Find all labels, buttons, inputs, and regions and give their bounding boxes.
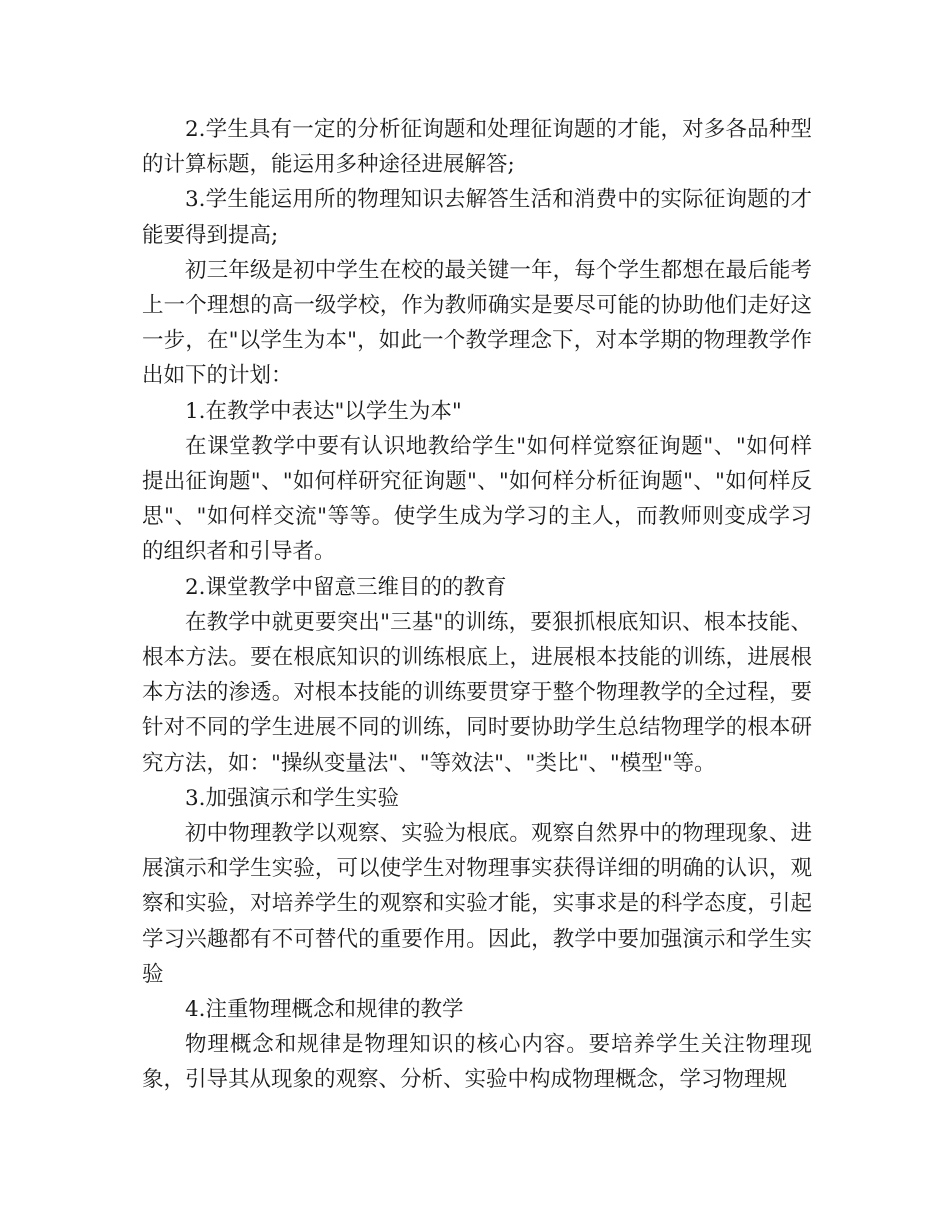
paragraph-section-1-body: 在课堂教学中要有认识地教给学生"如何样觉察征询题"、"如何样提出征询题"、"如何样研究征询题"、"如何样分析征询题"、"如何样反思"、"如何样交流"等等。使学生成为学习的主人，而教师则变成学习的组织者和引导者。	[142, 433, 812, 565]
paragraph-item-3-practical-ability: 3.学生能运用所的物理知识去解答生活和消费中的实际征询题的才能要得到提高;	[142, 187, 812, 248]
section-heading-1: 1.在教学中表达"以学生为本"	[185, 398, 462, 424]
paragraph-section-4-body: 物理概念和规律是物理知识的核心内容。要培养学生关注物理现象，引导其从现象的观察、分析、实验中构成物理概念，学习物理规	[142, 1032, 812, 1093]
paragraph-grade-three-intro: 初三年级是初中学生在校的最关键一年，每个学生都想在最后能考上一个理想的高一级学校，作为教师确实是要尽可能的协助他们走好这一步，在"以学生为本"，如此一个教学理念下，对本学期的物理教学作出如下的计划：	[142, 257, 812, 389]
section-heading-2: 2.课堂教学中留意三维目的的教育	[185, 574, 507, 600]
paragraph-section-3-body: 初中物理教学以观察、实验为根底。观察自然界中的物理现象、进展演示和学生实验，可以使学生对物理事实获得详细的明确的认识，观察和实验，对培养学生的观察和实验才能，实事求是的科学态度，引起学习兴趣都有不可替代的重要作用。因此，教学中要加强演示和学生实验	[142, 821, 812, 987]
section-heading-4: 4.注重物理概念和规律的教学	[185, 997, 464, 1023]
document-body	[142, 112, 812, 1098]
paragraph-item-2-analysis-ability: 2.学生具有一定的分析征询题和处理征询题的才能，对多各品种型的计算标题，能运用多种途径进展解答;	[142, 117, 812, 178]
paragraph-section-2-body: 在教学中就更要突出"三基"的训练，要狠抓根底知识、根本技能、根本方法。要在根底知识的训练根底上，进展根本技能的训练，进展根本方法的渗透。对根本技能的训练要贯穿于整个物理教学的全过程，要针对不同的学生进展不同的训练，同时要协助学生总结物理学的根本研究方法，如："操纵变量法"、"等效法"、"类比"、"模型"等。	[142, 609, 812, 776]
section-heading-3: 3.加强演示和学生实验	[185, 785, 400, 811]
